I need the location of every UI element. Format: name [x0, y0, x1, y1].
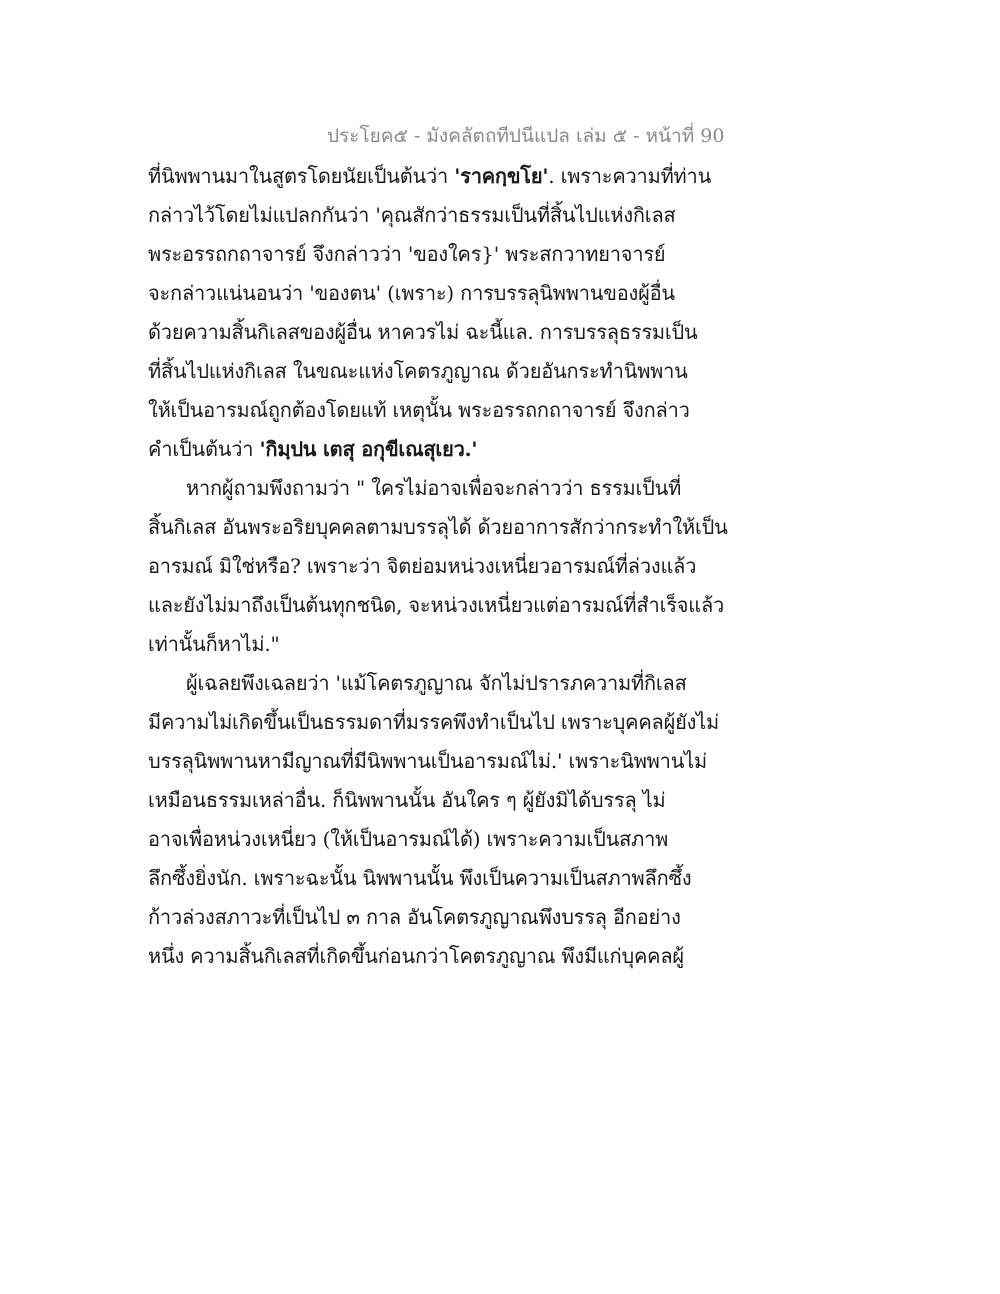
- text-line-1: [148, 157, 748, 196]
- text-line-10: [148, 508, 748, 547]
- text-line-3: [148, 235, 748, 274]
- text-line-12: [148, 586, 748, 625]
- text-run: กล่าวไว้โดยไม่แปลกกันว่า 'คุณสักว่าธรรมเป็นที่สิ้นไปแห่งกิเลส: [148, 203, 676, 227]
- text-line-4: [148, 274, 748, 313]
- text-run: ก้าวล่วงสภาวะที่เป็นไป ๓ กาล อันโคตรภูญาณพึงบรรลุ อีกอย่าง: [148, 905, 681, 929]
- text-line-5: [148, 313, 748, 352]
- text-run: ที่สิ้นไปแห่งกิเลส ในขณะแห่งโคตรภูญาณ ด้วยอันกระทำนิพพาน: [148, 359, 688, 383]
- running-header: ประโยค๕ - มังคลัตถทีปนีแปล เล่ม ๕ - หน้าที่ 90: [327, 125, 725, 147]
- text-run: ที่นิพพานมาในสูตรโดยนัยเป็นต้นว่า: [148, 164, 455, 188]
- text-line-15: [148, 703, 748, 742]
- text-line-14: [148, 664, 748, 703]
- text-run: อาจเพื่อหน่วงเหนี่ยว (ให้เป็นอารมณ์ได้) เพราะความเป็นสภาพ: [148, 827, 669, 851]
- text-run: คำเป็นต้นว่า: [148, 437, 260, 461]
- text-line-19: [148, 859, 748, 898]
- text-run: ให้เป็นอารมณ์ถูกต้องโดยแท้ เหตุนั้น พระอรรถกถาจารย์ จึงกล่าว: [148, 398, 690, 422]
- text-line-18: [148, 820, 748, 859]
- text-run: จะกล่าวแน่นอนว่า 'ของตน' (เพราะ) การบรรลุนิพพานของผู้อื่น: [148, 281, 675, 305]
- text-run: บรรลุนิพพานหามีญาณที่มีนิพพานเป็นอารมณ์ไม่.' เพราะนิพพานไม่: [148, 749, 708, 773]
- text-line-21: [148, 937, 748, 976]
- text-run: ลึกซึ้งยิ่งนัก. เพราะฉะนั้น นิพพานนั้น พึงเป็นความเป็นสภาพลึกซึ้ง: [148, 866, 692, 890]
- body-text: [148, 157, 748, 976]
- pali-term: 'ราคกฺขโย': [454, 164, 549, 188]
- text-run: ผู้เฉลยพึงเฉลยว่า 'แม้โคตรภูญาณ จักไม่ปรารภความที่กิเลส: [186, 671, 687, 695]
- text-run: อารมณ์ มิใช่หรือ? เพราะว่า จิตย่อมหน่วงเหนี่ยวอารมณ์ที่ล่วงแล้ว: [148, 554, 697, 578]
- text-run: . เพราะความที่ท่าน: [548, 164, 712, 188]
- text-run: มีความไม่เกิดขึ้นเป็นธรรมดาที่มรรคพึงทำเป็นไป เพราะบุคคลผู้ยังไม่: [148, 710, 720, 734]
- text-run: หากผู้ถามพึงถามว่า " ใครไม่อาจเพื่อจะกล่าวว่า ธรรมเป็นที่: [186, 476, 682, 500]
- pali-quote: 'กิมฺปน เตสุ อกุขีเณสุเยว.': [259, 437, 478, 461]
- text-line-17: [148, 781, 748, 820]
- text-run: สิ้นกิเลส อันพระอริยบุคคลตามบรรลุได้ ด้วยอาการสักว่ากระทำให้เป็น: [148, 515, 728, 539]
- text-run: หนึ่ง ความสิ้นกิเลสที่เกิดขึ้นก่อนกว่าโคตรภูญาณ พึงมีแก่บุคคลผู้: [148, 944, 684, 968]
- text-line-16: [148, 742, 748, 781]
- text-line-8: [148, 430, 748, 469]
- text-line-6: [148, 352, 748, 391]
- text-line-2: [148, 196, 748, 235]
- text-run: เท่านั้นก็หาไม่.": [148, 632, 280, 656]
- text-line-13: [148, 625, 748, 664]
- text-run: พระอรรถกถาจารย์ จึงกล่าวว่า 'ของใคร}' พระสกวาทยาจารย์: [148, 242, 666, 266]
- text-run: และยังไม่มาถึงเป็นต้นทุกชนิด, จะหน่วงเหนี่ยวแต่อารมณ์ที่สำเร็จแล้ว: [148, 593, 725, 617]
- text-run: ด้วยความสิ้นกิเลสของผู้อื่น หาควรไม่ ฉะนี้แล. การบรรลุธรรมเป็น: [148, 320, 698, 344]
- text-line-9: [148, 469, 748, 508]
- text-line-20: [148, 898, 748, 937]
- text-run: เหมือนธรรมเหล่าอื่น. ก็นิพพานนั้น อันใคร ๆ ผู้ยังมิได้บรรลุ ไม่: [148, 788, 666, 812]
- text-line-11: [148, 547, 748, 586]
- text-line-7: [148, 391, 748, 430]
